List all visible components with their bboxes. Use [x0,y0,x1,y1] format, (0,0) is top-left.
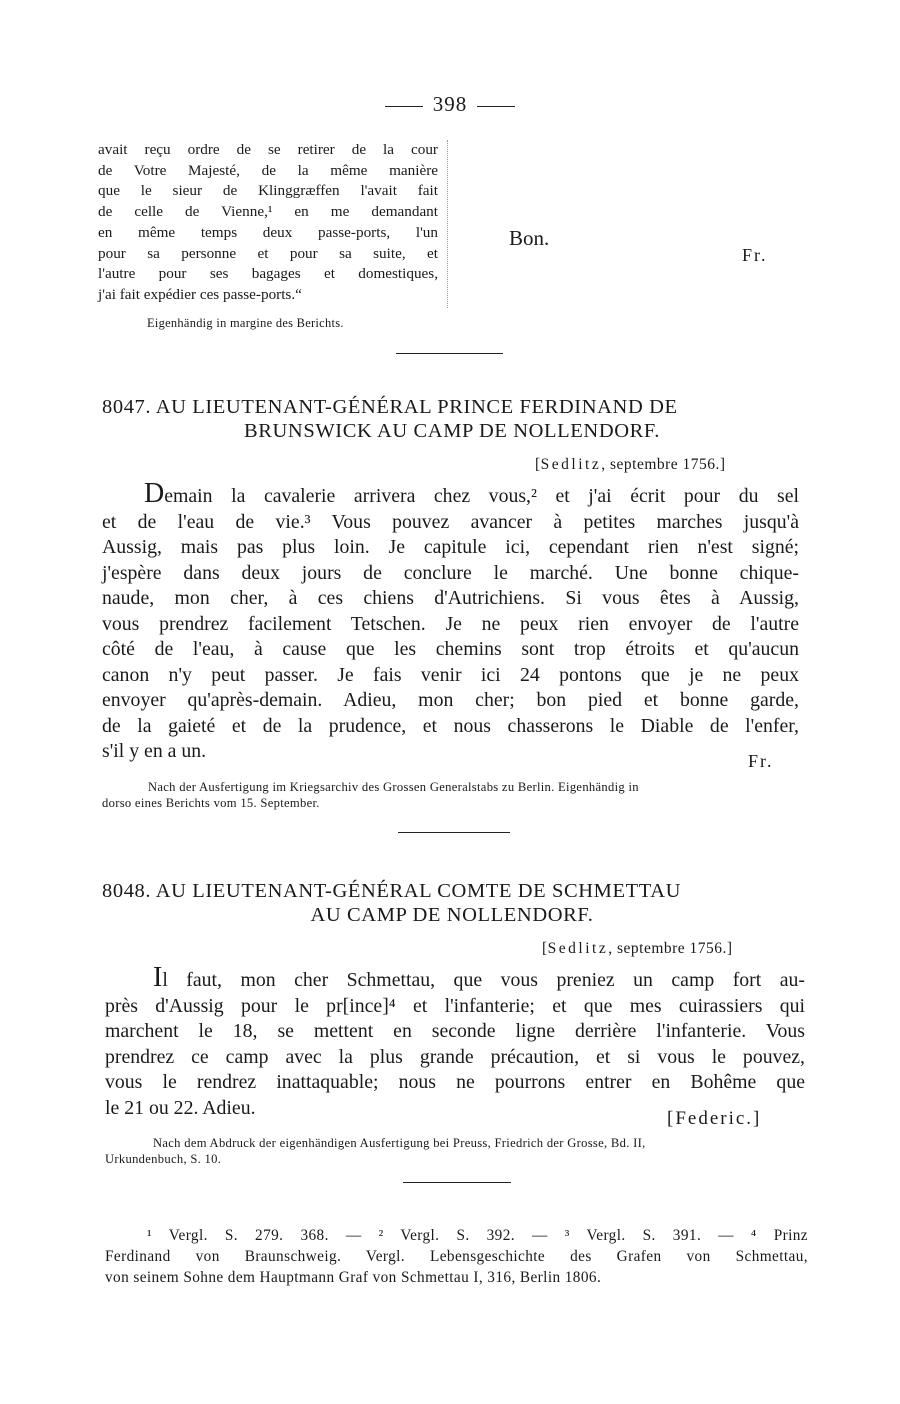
letter-signature: [Federic.] [667,1108,762,1129]
drop-cap: I [153,962,163,993]
body-line: et de l'eau de vie.³ Vous pouvez avancer à petites marches jusqu'à [102,510,799,533]
body-line [102,478,799,510]
date-place: Sedlitz [547,940,609,957]
date-place: Sedlitz [540,456,602,473]
date-rest: , septembre 1756.] [608,940,733,957]
marginal-note: Bon. [509,226,550,250]
date-bracket: [ [535,456,541,473]
excerpt-line: l'autre pour ses bagages et domestiques, [98,265,438,283]
body-line: envoyer qu'après-demain. Adieu, mon cher; bon pied et bonne garde, [102,689,799,711]
header-dash-right [477,106,515,107]
body-line [105,962,805,994]
body-line: Aussig, mais pas plus loin. Je capitule ici, cependant rien n'est signé; [102,536,799,558]
letter-body [102,478,799,765]
letter-heading-line: AU CAMP DE NOLLENDORF. [310,904,594,926]
body-line: marchent le 18, se mettent en seconde ligne derrière l'infanterie. Vous [105,1020,805,1042]
header-dash-left [385,106,423,107]
column-divider [447,140,448,308]
footnote-line: von seinem Sohne dem Hauptmann Graf von Schmettau I, 316, Berlin 1806. [105,1269,602,1286]
section-divider [398,832,510,833]
footnote-line: Ferdinand von Braunschweig. Vergl. Lebensgeschichte des Grafen von Schmettau, [105,1248,808,1265]
footnote-line: ¹ Vergl. S. 279. 368. — ² Vergl. S. 392. — ³ Vergl. S. 391. — ⁴ Prinz [147,1227,808,1244]
body-line: j'espère dans deux jours de conclure le marché. Une bonne chique- [102,561,799,584]
body-line: prendrez ce camp avec la plus grande précaution, et si vous le pouvez, [105,1045,805,1068]
body-line: près d'Aussig pour le pr[ince]⁴ et l'infanterie; et que mes cuirassiers qui [105,994,805,1017]
footnotes [105,1225,808,1288]
excerpt-text [98,140,438,306]
body-line: vous le rendrez inattaquable; nous ne pourrons entrer en Bohême que [105,1071,805,1093]
source-line: Nach dem Abdruck der eigenhändigen Ausfertigung bei Preuss, Friedrich der Grosse, Bd. II, [153,1136,646,1150]
excerpt-source-note: Eigenhändig in margine des Berichts. [147,316,344,330]
letter-date [535,456,726,474]
excerpt-signature: Fr. [742,245,768,265]
excerpt-line: pour sa personne et pour sa suite, et [98,244,438,262]
source-line: dorso eines Berichts vom 15. September. [102,796,320,810]
letter-heading-line: 8048. AU LIEUTENANT-GÉNÉRAL COMTE DE SCHMETTAU [102,880,682,902]
letter-date [542,940,733,958]
excerpt-line: j'ai fait expédier ces passe-ports.“ [98,285,302,303]
letter-heading-line: BRUNSWICK AU CAMP DE NOLLENDORF. [243,420,660,442]
page-number: 398 [432,92,468,116]
body-line: le 21 ou 22. Adieu. [105,1096,256,1119]
body-line-text: l faut, mon cher Schmettau, que vous preniez un camp fort au- [162,969,805,991]
letter-heading-line: 8047. AU LIEUTENANT-GÉNÉRAL PRINCE FERDINAND DE [102,396,678,418]
letter-source [105,1135,805,1167]
page-header [0,92,900,117]
date-bracket: [ [542,940,548,957]
body-line: côté de l'eau, à cause que les chemins sont trop étroits et qu'aucun [102,638,799,660]
body-line: vous prendrez facilement Tetschen. Je ne peux rien envoyer de l'autre [102,612,799,635]
excerpt-line: que le sieur de Klinggræffen l'avait fait [98,182,438,200]
drop-cap: D [144,478,165,509]
date-rest: , septembre 1756.] [601,456,726,473]
letter-signature: Fr. [748,751,774,771]
letter-body [105,962,805,1121]
body-line: canon n'y peut passer. Je fais venir ici 24 pontons que je ne peux [102,663,799,686]
excerpt-line: de Votre Majesté, de la même manière [98,161,438,179]
letter-source [102,779,802,811]
section-divider [396,353,503,354]
body-line: s'il y en a un. [102,740,207,762]
source-line: Urkundenbuch, S. 10. [105,1152,222,1166]
body-line: naude, mon cher, à ces chiens d'Autrichiens. Si vous êtes à Aussig, [102,587,799,609]
excerpt-line: en même temps deux passe-ports, l'un [98,223,438,241]
source-line: Nach der Ausfertigung im Kriegsarchiv des Grossen Generalstabs zu Berlin. Eigenhändig in [148,780,639,794]
body-line: de la gaieté et de la prudence, et nous chasserons le Diable de l'enfer, [102,714,799,737]
footnote-divider [403,1182,511,1183]
excerpt-line: de celle de Vienne,¹ en me demandant [98,203,438,221]
letter-heading [102,395,802,443]
letter-heading [102,879,802,927]
excerpt-line: avait reçu ordre de se retirer de la cour [98,141,438,158]
body-line-text: emain la cavalerie arrivera chez vous,² et j'ai écrit pour du sel [164,485,799,507]
